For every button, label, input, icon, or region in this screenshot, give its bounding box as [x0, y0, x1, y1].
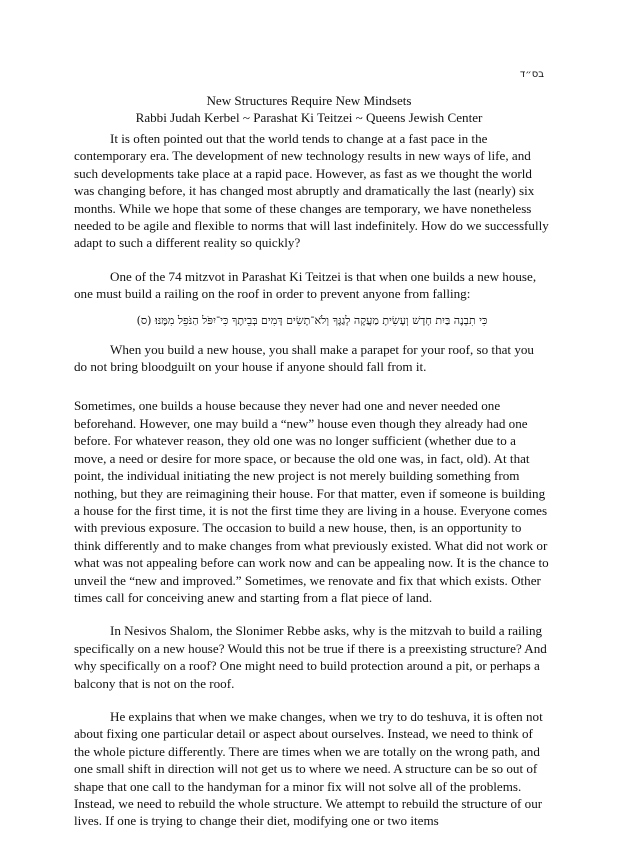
title-block — [0, 92, 618, 127]
bsd-header: בס״ד — [519, 69, 544, 80]
verse-translation: When you build a new house, you shall make a parapet for your roof, so that you do not bring bloodguilt on your house if anyone should fall from it. — [74, 341, 534, 375]
hebrew-verse: כִּי תִבְנֶה בַּיִת חָדָשׁ וְעָשִׂיתָ מַעֲקֶה לְגַגֶּךָ וְלֹא־תָשִׂים דָּמִים בְּבֵיתֶךָ כִּי־יִפֹּל הַנֹּפֵל מִמֶּנּוּ׃ (ס) — [136, 313, 488, 327]
paragraph-intro: It is often pointed out that the world tends to change at a fast pace in the contemporary era. The development of new technology results in new ways of life, and such developments take place at a rapid pace. However, as fast as we thought the world was changing before, it has changed most abruptly and dramatically the last (nearly) six months. While we hope that some of these changes are temporary, we have nonetheless needed to be agile and flexible to norms that will last indefinitely. How do we successfully adapt to such a different reality so quickly? — [74, 131, 549, 251]
paragraph-nesivos-shalom: In Nesivos Shalom, the Slonimer Rebbe asks, why is the mitzvah to build a railing specifically on a new house? Would this not be true if there is a preexisting structure? And why specifically on a roof? One might need to build protection around a pit, or perhaps a balcony that is not on the roof. — [74, 623, 547, 691]
document-title: New Structures Require New Mindsets — [206, 93, 412, 108]
document-body — [74, 130, 550, 846]
paragraph-mitzvah: One of the 74 mitzvot in Parashat Ki Teitzei is that when one builds a new house, one must build a railing on the roof in order to prevent anyone from falling: — [74, 268, 537, 302]
paragraph-explanation: He explains that when we make changes, when we try to do teshuva, it is often not about fixing one particular detail or aspect about ourselves. Instead, we need to think of the whole picture differently. There are times when we are totally on the wrong path, and one small shift in direction will not get us to where we need. A structure can be so out of shape that one call to the handyman for a minor fix will not solve all of the problems. Instead, we need to rebuild the whole structure. We attempt to rebuild the structure of our lives. If one is trying to change their diet, modifying one or two items — [74, 708, 543, 829]
document-byline: Rabbi Judah Kerbel ~ Parashat Ki Teitzei ~ Queens Jewish Center — [135, 110, 483, 126]
paragraph-new-house: Sometimes, one builds a house because they never had one and never needed one beforehand. However, one may build a “new” house even though they already had one before. For whatever reason, they old one was no longer sufficient (whether due to a move, a need or desire for more space, or because the old one was, in fact, old). At that point, the individual initiating the new project is not merely building something from nothing, but they are reimagining their house. For that matter, even if someone is building a house for the first time, it is not the first time they are living in a house. Everyone comes with previous exposure. The occasion to build a new house, then, is an opportunity to think differently and to make changes from what previously existed. What did not work or what was not appealing before can work now and can be appealing now. It is the chance to unveil the “new and improved.” Sometimes, we renovate and fix that which exists. Other times call for conceiving anew and starting from a flat piece of land. — [74, 398, 549, 605]
